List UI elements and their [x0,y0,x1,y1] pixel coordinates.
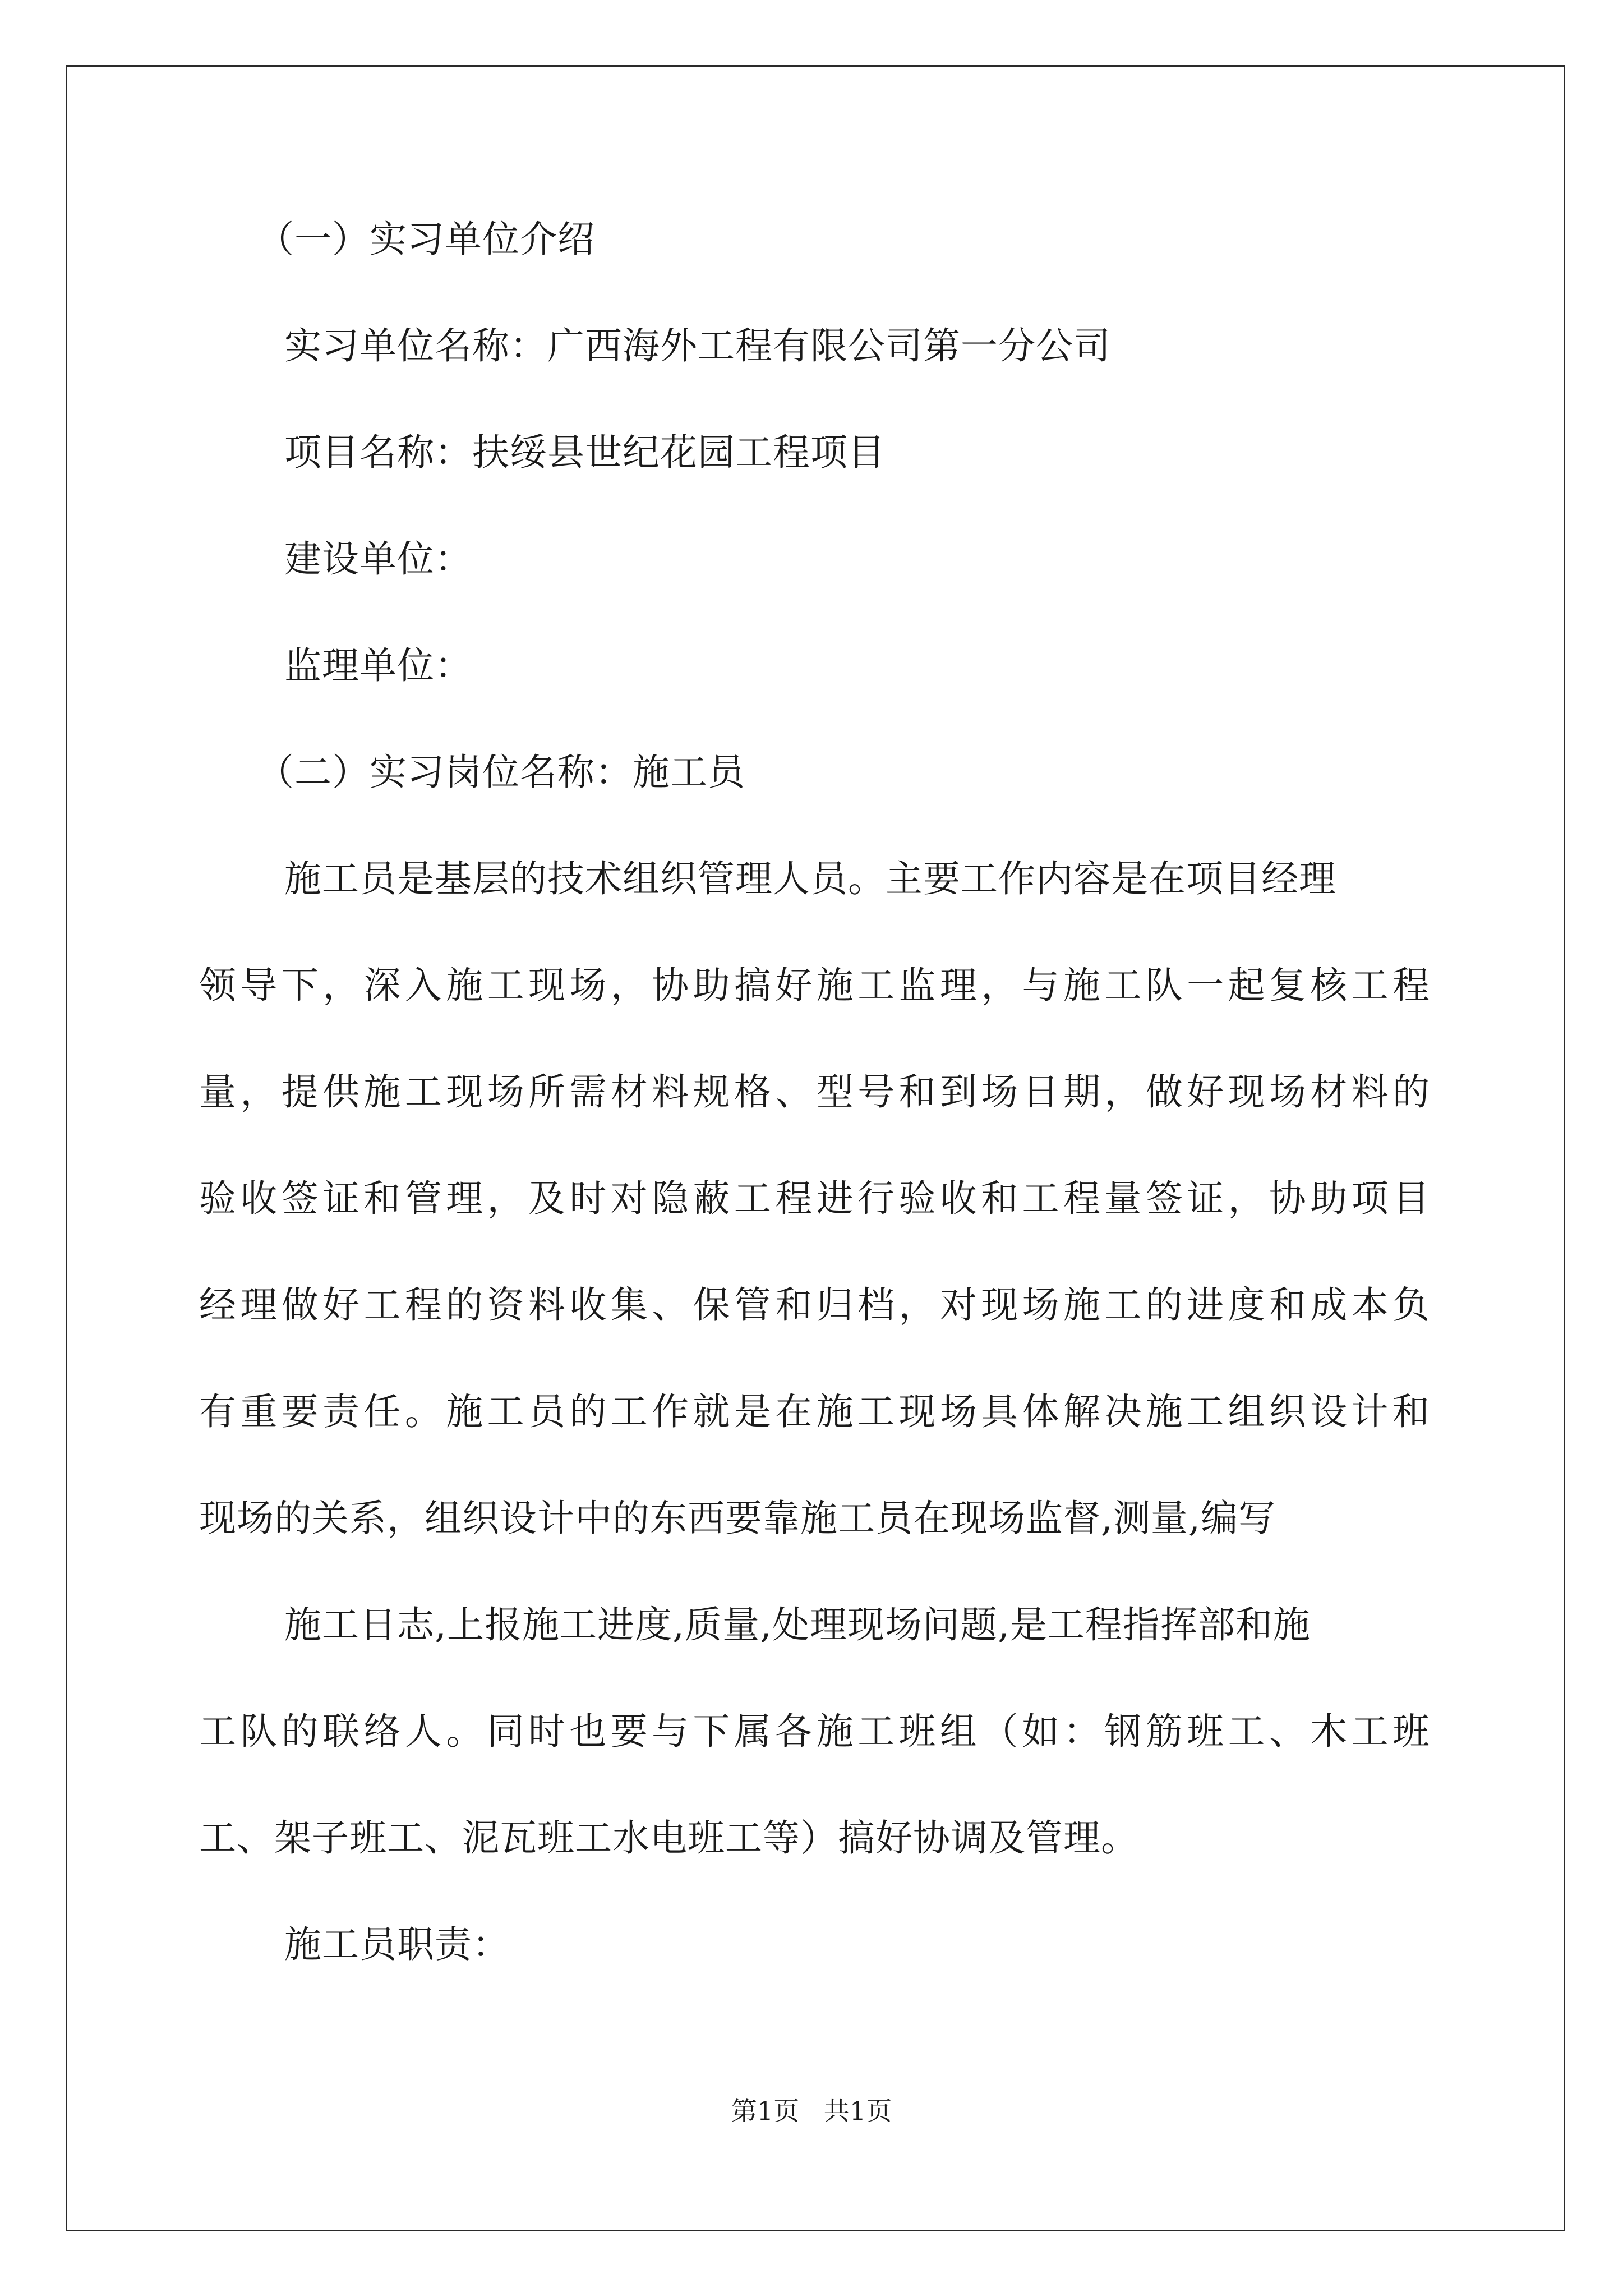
section1-heading: （一）实习单位介绍 [257,218,595,261]
document-body [199,213,1438,2025]
duties-heading: 施工员职责： [284,1923,510,1966]
paragraph-line: 经理做好工程的资料收集、保管和归档，对现场施工的进度和成本负 [199,1283,1430,1327]
paragraph-line: 量，提供施工现场所需材料规格、型号和到场日期，做好现场材料的 [199,1070,1430,1114]
paragraph-line: 领导下，深入施工现场，协助搞好施工监理，与施工队一起复核工程 [199,964,1430,1007]
paragraph-line: 工队的联络人。同时也要与下属各施工班组（如：钢筋班工、木工班 [199,1710,1430,1753]
paragraph-line: 现场的关系，组织设计中的东西要靠施工员在现场监督,测量,编写 [199,1497,1276,1540]
section2-heading: （二）实习岗位名称：施工员 [257,751,745,794]
paragraph-line: 工、架子班工、泥瓦班工水电班工等）搞好协调及管理。 [199,1816,1138,1860]
construction-unit-line: 建设单位： [284,537,472,581]
paragraph-line: 验收签证和管理，及时对隐蔽工程进行验收和工程量签证，协助项目 [199,1177,1430,1220]
paragraph-line: 施工员是基层的技术组织管理人员。主要工作内容是在项目经理 [284,857,1336,900]
paragraph-role-coordination [199,1599,1438,1865]
paragraph-line: 施工日志,上报施工进度,质量,处理现场问题,是工程指挥部和施 [284,1603,1311,1646]
page-footer: 第1页 共1页 [731,2096,892,2126]
unit-name-line: 实习单位名称：广西海外工程有限公司第一分公司 [284,324,1111,367]
project-name-line: 项目名称：扶绥县世纪花园工程项目 [284,431,886,474]
supervision-unit-line: 监理单位： [284,644,472,687]
paragraph-line: 有重要责任。施工员的工作就是在施工现场具体解决施工组织设计和 [199,1390,1430,1433]
paragraph-role-description [199,853,1438,1545]
